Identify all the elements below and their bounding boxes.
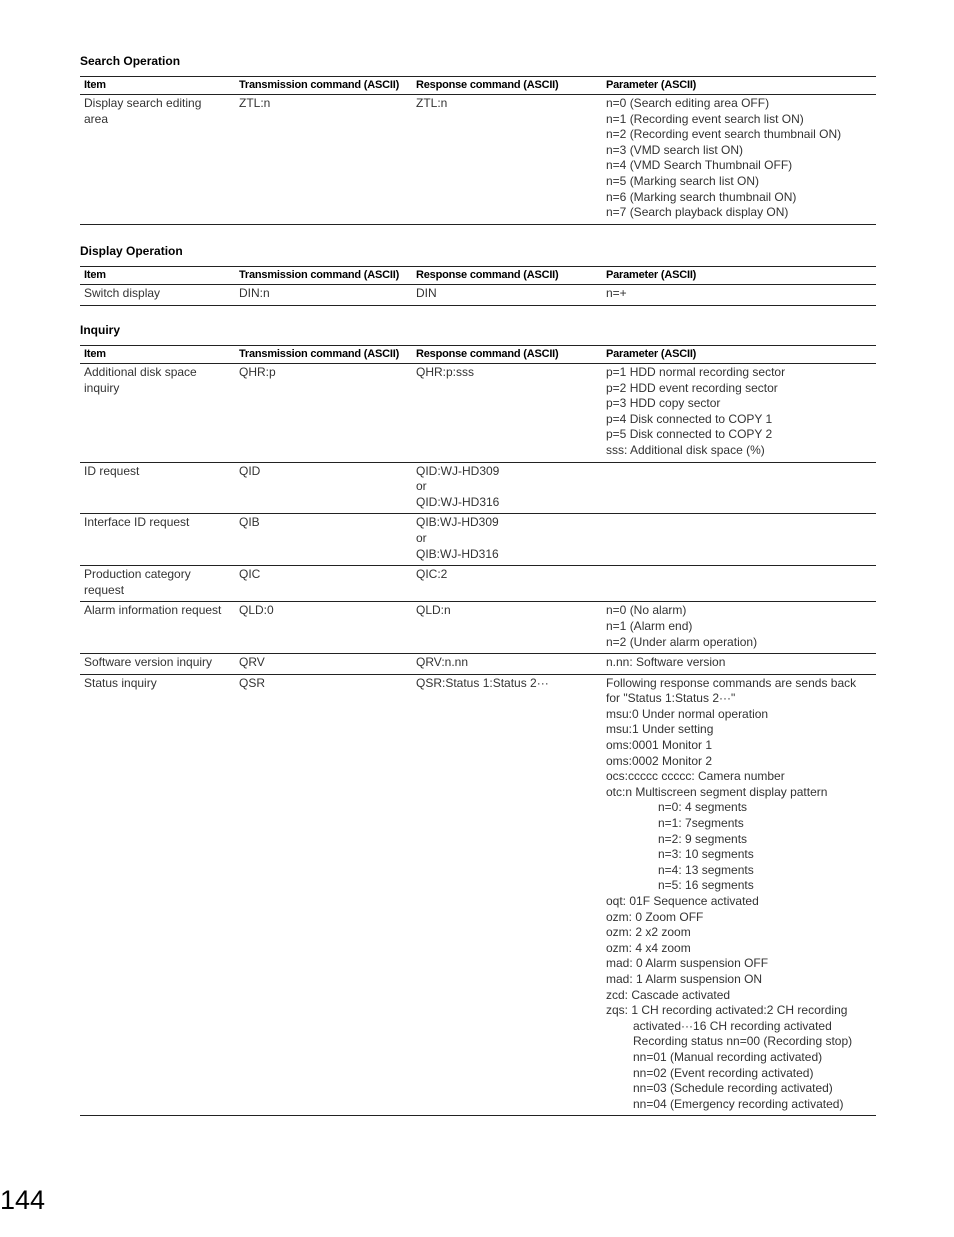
cell-parameter bbox=[602, 364, 876, 463]
text-line: QIB:WJ-HD316 bbox=[416, 546, 499, 561]
text-line: n=1 (Recording event search list ON) bbox=[606, 111, 804, 126]
page-number: 144 bbox=[0, 1185, 46, 1215]
text-line: QSR bbox=[239, 675, 266, 690]
header-item: Item bbox=[80, 267, 235, 285]
text-line: QLD:0 bbox=[239, 603, 274, 618]
cell-item bbox=[80, 602, 235, 654]
cell-response bbox=[412, 364, 602, 463]
text-line: QIB bbox=[239, 515, 260, 530]
table-row bbox=[80, 285, 876, 306]
text-line: QLD:n bbox=[416, 603, 451, 618]
cell-transmission bbox=[235, 566, 412, 602]
text-line: n=6 (Marking search thumbnail ON) bbox=[606, 189, 797, 204]
text-line: n=7 (Search playback display ON) bbox=[606, 205, 789, 220]
text-line: zqs: 1 CH recording activated:2 CH recording bbox=[606, 1003, 848, 1018]
text-line: n=2 (Under alarm operation) bbox=[606, 634, 758, 649]
text-line: n=4: 13 segments bbox=[658, 862, 754, 877]
text-line: oqt: 01F Sequence activated bbox=[606, 894, 759, 908]
text-line: or bbox=[416, 530, 427, 545]
cell-parameter bbox=[602, 674, 876, 1116]
text-line: Switch display bbox=[84, 286, 161, 300]
text-line: p=5 Disk connected to COPY 2 bbox=[606, 427, 773, 442]
text-line: Interface ID request bbox=[84, 515, 190, 530]
text-line: n=3: 10 segments bbox=[658, 847, 754, 862]
header-transmission: Transmission command (ASCII) bbox=[235, 267, 412, 285]
text-line: QHR:p:sss bbox=[416, 365, 475, 379]
text-line: nn=03 (Schedule recording activated) bbox=[633, 1081, 833, 1096]
cell-response bbox=[412, 602, 602, 654]
text-line: msu:0 Under normal operation bbox=[606, 706, 769, 721]
cell-item bbox=[80, 462, 235, 514]
text-line: n=3 (VMD search list ON) bbox=[606, 142, 744, 157]
cell-transmission bbox=[235, 95, 412, 225]
text-line: Display search editing bbox=[84, 96, 202, 110]
header-parameter: Parameter (ASCII) bbox=[602, 267, 876, 285]
text-line: area bbox=[84, 111, 109, 126]
text-line: n=5: 16 segments bbox=[658, 878, 754, 893]
text-line: ozm: 2 x2 zoom bbox=[606, 925, 691, 940]
header-response: Response command (ASCII) bbox=[412, 346, 602, 364]
text-line: ozm: 4 x4 zoom bbox=[606, 940, 691, 955]
cell-item bbox=[80, 654, 235, 675]
text-line: nn=02 (Event recording activated) bbox=[633, 1065, 814, 1080]
text-line: mad: 1 Alarm suspension ON bbox=[606, 971, 763, 986]
cell-item bbox=[80, 566, 235, 602]
text-line: QRV:n.nn bbox=[416, 655, 469, 670]
cell-response bbox=[412, 674, 602, 1116]
section-title: Search Operation bbox=[80, 54, 181, 68]
text-line: ID request bbox=[84, 463, 140, 478]
text-line: p=2 HDD event recording sector bbox=[606, 380, 778, 395]
display-table bbox=[80, 266, 876, 306]
text-line: otc:n Multiscreen segment display pattern bbox=[606, 784, 828, 799]
table-row bbox=[80, 364, 876, 463]
text-line: n=5 (Marking search list ON) bbox=[606, 173, 760, 188]
text-line: n=1: 7segments bbox=[658, 816, 744, 831]
text-line: n=0 (No alarm) bbox=[606, 603, 687, 618]
text-line: n=4 (VMD Search Thumbnail OFF) bbox=[606, 158, 793, 173]
text-line: Production category bbox=[84, 567, 191, 582]
cell-parameter bbox=[602, 602, 876, 654]
section-title: Display Operation bbox=[80, 244, 183, 258]
text-line: ozm: 0 Zoom OFF bbox=[606, 909, 704, 924]
header-row bbox=[80, 77, 876, 95]
cell-parameter bbox=[602, 514, 876, 566]
text-line: nn=04 (Emergency recording activated) bbox=[633, 1096, 844, 1111]
text-line: p=3 HDD copy sector bbox=[606, 396, 721, 411]
text-line: for "Status 1:Status 2···" bbox=[606, 691, 736, 706]
cell-parameter bbox=[602, 95, 876, 225]
cell-response bbox=[412, 462, 602, 514]
header-transmission: Transmission command (ASCII) bbox=[235, 77, 412, 95]
text-line: QID bbox=[239, 463, 261, 478]
table-row bbox=[80, 566, 876, 602]
cell-parameter bbox=[602, 285, 876, 306]
text-line: oms:0002 Monitor 2 bbox=[606, 753, 713, 768]
cell-parameter bbox=[602, 654, 876, 675]
header-transmission: Transmission command (ASCII) bbox=[235, 346, 412, 364]
display-operation-section bbox=[80, 244, 876, 306]
text-line: ocs:ccccc ccccc: Camera number bbox=[606, 769, 785, 784]
text-line: QID:WJ-HD316 bbox=[416, 494, 500, 509]
cell-transmission bbox=[235, 654, 412, 675]
table-row bbox=[80, 654, 876, 675]
table-row bbox=[80, 602, 876, 654]
cell-transmission bbox=[235, 674, 412, 1116]
cell-response bbox=[412, 285, 602, 306]
table-row bbox=[80, 514, 876, 566]
text-line: n=2 (Recording event search thumbnail ON) bbox=[606, 127, 842, 142]
cell-parameter bbox=[602, 566, 876, 602]
cell-response bbox=[412, 566, 602, 602]
search-table bbox=[80, 76, 876, 225]
text-line: request bbox=[84, 582, 125, 597]
text-line: Additional disk space bbox=[84, 365, 197, 379]
text-line: n=0 (Search editing area OFF) bbox=[606, 96, 770, 110]
cell-response bbox=[412, 95, 602, 225]
header-response: Response command (ASCII) bbox=[412, 267, 602, 285]
cell-transmission bbox=[235, 514, 412, 566]
table-row bbox=[80, 462, 876, 514]
text-line: QIB:WJ-HD309 bbox=[416, 515, 499, 530]
cell-transmission bbox=[235, 285, 412, 306]
search-operation-section bbox=[80, 54, 876, 225]
text-line: zcd: Cascade activated bbox=[606, 987, 731, 1002]
text-line: or bbox=[416, 479, 427, 494]
header-row bbox=[80, 346, 876, 364]
header-response: Response command (ASCII) bbox=[412, 77, 602, 95]
text-line: n=2: 9 segments bbox=[658, 831, 748, 846]
text-line: oms:0001 Monitor 1 bbox=[606, 738, 713, 753]
text-line: inquiry bbox=[84, 380, 120, 395]
cell-item bbox=[80, 285, 235, 306]
cell-item bbox=[80, 674, 235, 1116]
header-item: Item bbox=[80, 77, 235, 95]
cell-parameter bbox=[602, 462, 876, 514]
text-line: QIC:2 bbox=[416, 567, 448, 582]
text-line: Alarm information request bbox=[84, 603, 222, 618]
cell-response bbox=[412, 654, 602, 675]
text-line: n=1 (Alarm end) bbox=[606, 618, 693, 633]
text-line: p=1 HDD normal recording sector bbox=[606, 365, 786, 379]
table-row bbox=[80, 95, 876, 225]
text-line: QHR:p bbox=[239, 365, 276, 379]
text-line: QSR:Status 1:Status 2··· bbox=[416, 675, 549, 690]
text-line: mad: 0 Alarm suspension OFF bbox=[606, 956, 769, 971]
inquiry-section bbox=[80, 323, 876, 1116]
text-line: Status inquiry bbox=[84, 675, 157, 690]
text-line: QRV bbox=[239, 655, 265, 670]
header-parameter: Parameter (ASCII) bbox=[602, 77, 876, 95]
text-line: sss: Additional disk space (%) bbox=[606, 442, 765, 457]
text-line: ZTL:n bbox=[416, 96, 448, 110]
cell-response bbox=[412, 514, 602, 566]
cell-transmission bbox=[235, 602, 412, 654]
inquiry-table bbox=[80, 345, 876, 1116]
text-line: Software version inquiry bbox=[84, 655, 213, 670]
text-line: ZTL:n bbox=[239, 96, 271, 110]
table-row bbox=[80, 674, 876, 1116]
cell-item bbox=[80, 364, 235, 463]
header-item: Item bbox=[80, 346, 235, 364]
cell-transmission bbox=[235, 462, 412, 514]
text-line: msu:1 Under setting bbox=[606, 722, 714, 737]
text-line: Recording status nn=00 (Recording stop) bbox=[633, 1034, 853, 1049]
text-line: QID:WJ-HD309 bbox=[416, 463, 500, 478]
text-line: nn=01 (Manual recording activated) bbox=[633, 1049, 823, 1064]
text-line: DIN bbox=[416, 286, 437, 300]
header-parameter: Parameter (ASCII) bbox=[602, 346, 876, 364]
section-title: Inquiry bbox=[80, 323, 121, 337]
cell-transmission bbox=[235, 364, 412, 463]
text-line: n.nn: Software version bbox=[606, 655, 726, 670]
text-line: p=4 Disk connected to COPY 1 bbox=[606, 411, 773, 426]
text-line: n=+ bbox=[606, 286, 627, 300]
header-row bbox=[80, 267, 876, 285]
text-line: n=0: 4 segments bbox=[658, 800, 748, 815]
text-line: Following response commands are sends back bbox=[606, 675, 857, 690]
text-line: QIC bbox=[239, 567, 261, 582]
text-line: activated···16 CH recording activated bbox=[633, 1018, 832, 1033]
cell-item bbox=[80, 514, 235, 566]
cell-item bbox=[80, 95, 235, 225]
text-line: DIN:n bbox=[239, 286, 270, 300]
